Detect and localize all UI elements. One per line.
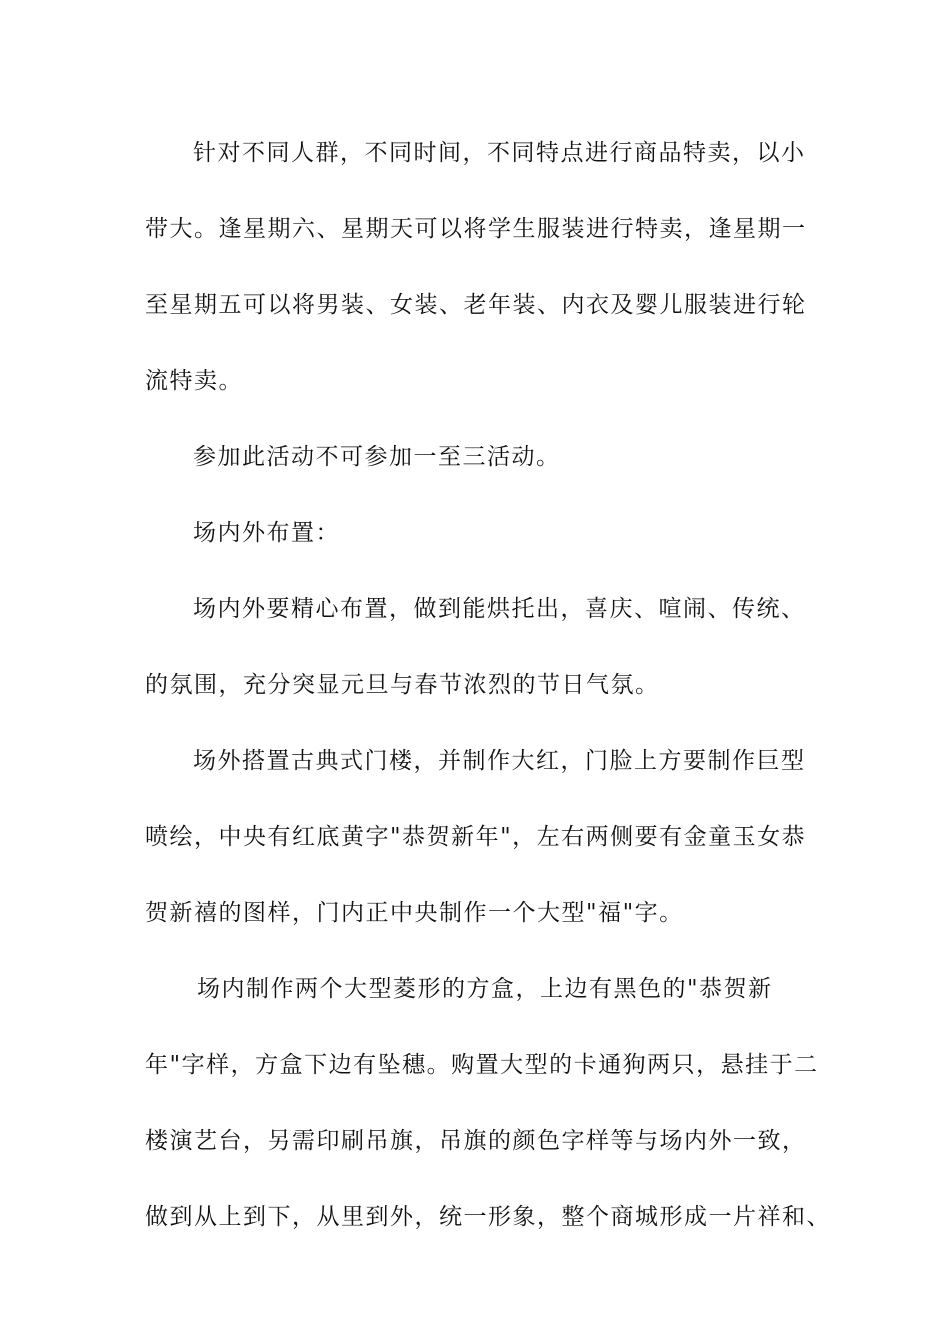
text-line: 带大。逢星期六、星期天可以将学生服装进行特卖，逢星期一 (145, 216, 807, 242)
text-line: 楼演艺台，另需印刷吊旗，吊旗的颜色字样等与场内外一致， (145, 1128, 807, 1154)
text-line: 针对不同人群，不同时间，不同特点进行商品特卖，以小 (193, 140, 806, 166)
text-line: 做到从上到下，从里到外，统一形象，整个商城形成一片祥和、 (145, 1204, 831, 1230)
text-line: 至星期五可以将男装、女装、老年装、内衣及婴儿服装进行轮 (145, 292, 807, 318)
text-line: 贺新禧的图样，门内正中央制作一个大型"福"字。 (145, 900, 684, 926)
text-line: 的氛围，充分突显元旦与春节浓烈的节日气氛。 (145, 672, 660, 698)
text-line: 参加此活动不可参加一至三活动。 (193, 444, 561, 470)
text-line: 年"字样，方盒下边有坠穗。购置大型的卡通狗两只，悬挂于二 (145, 1052, 819, 1078)
document-body (145, 131, 831, 1271)
text-line: 场内制作两个大型菱形的方盒，上边有黑色的"恭贺新 (197, 976, 773, 1002)
text-line: 场外搭置古典式门楼，并制作大红，门脸上方要制作巨型 (193, 748, 806, 774)
text-line: 流特卖。 (145, 368, 243, 394)
text-line: 场内外要精心布置，做到能烘托出，喜庆、喧闹、传统、 (193, 596, 806, 622)
text-line: 喷绘，中央有红底黄字"恭贺新年"，左右两侧要有金童玉女恭 (145, 824, 807, 850)
section-heading: 场内外布置： (193, 520, 340, 546)
